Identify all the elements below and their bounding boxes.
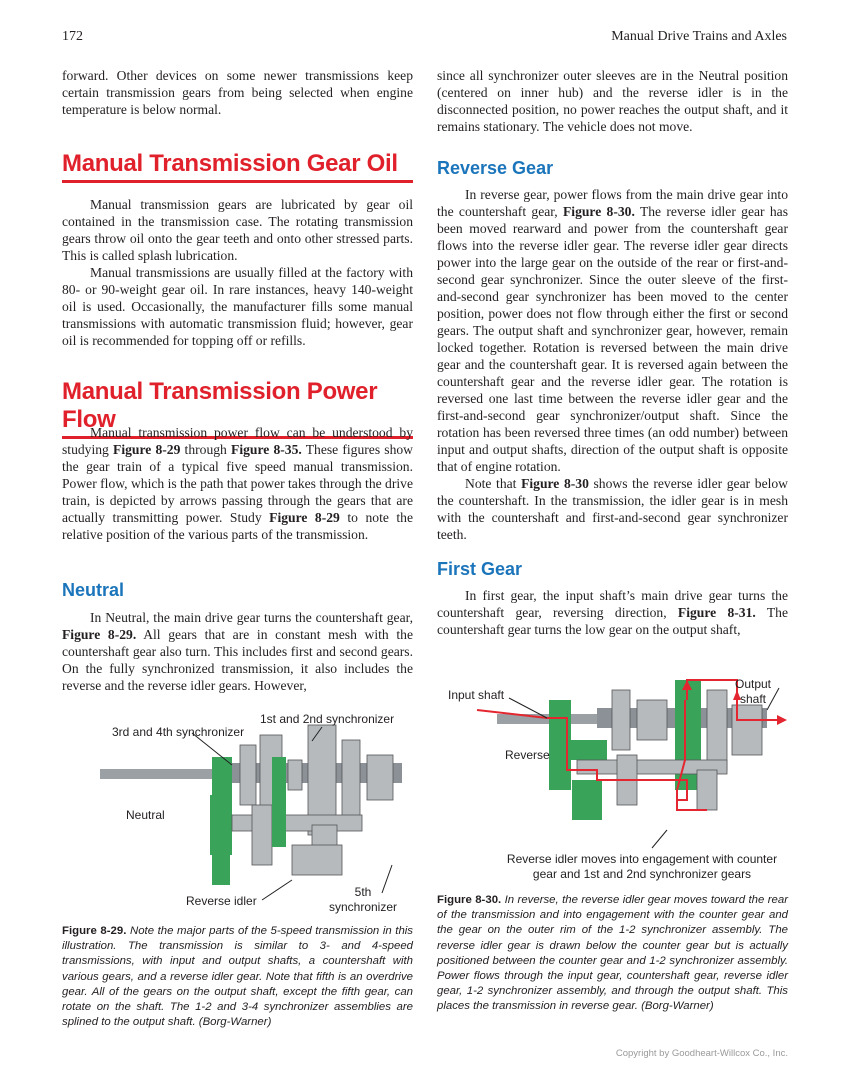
heading-first-gear: First Gear bbox=[437, 559, 523, 579]
figure-8-30-illustration bbox=[437, 660, 788, 885]
figure-ref: Figure 8-35. bbox=[231, 442, 302, 457]
caption-text: In reverse, the reverse idler gear moves toward the rear of the transmission and into engagement with the counter gear and the gear on the outer rim of the 1-2 synchronizer assembly. The reverse idler gear is drawn below the counter gear but is actually positioned between the counter gear and 1-2 synchronizer assembly. Power flows through the input gear, countershaft gear, reverse idler gear, 1-2 synchronizer assembly, and through the output shaft. This places the transmission in reverse gear. (Borg-Warner) bbox=[437, 894, 789, 1013]
label-input-shaft: Input shaft bbox=[448, 688, 505, 702]
figure-ref: Figure 8-29 bbox=[113, 442, 181, 457]
figure-8-29-caption bbox=[62, 924, 413, 1030]
figure-8-29-illustration bbox=[62, 705, 413, 917]
text: These figures show the gear train of a typical five speed manual transmission. Power flow, which is the path that power takes through the drive train, is depicted by arrows passing through the gears that are actually transmitting power. Study bbox=[62, 442, 413, 525]
paragraph: forward. Other devices on some newer transmissions keep certain transmission gears from being selected when engine temperature is below normal. bbox=[62, 68, 413, 117]
text: In Neutral, the main drive gear turns the countershaft gear, bbox=[90, 610, 413, 625]
figure-ref: Figure 8-30 bbox=[521, 476, 589, 491]
heading-neutral: Neutral bbox=[62, 580, 125, 600]
paragraph bbox=[437, 587, 788, 638]
paragraph bbox=[437, 475, 788, 543]
label-1st-2nd-synchronizer: 1st and 2nd synchronizer bbox=[260, 712, 395, 726]
caption-text: Note the major parts of the 5-speed transmission in this illustration. The transmission is similar to 3- and 4-speed transmissions, with input and output shafts, a countershaft with various gears, and a reverse idler gear. Note that fifth is an overdrive gear. All of the gears on the output shaft, except the fifth gear, can rotate on the shaft. The 1-2 and 3-4 synchronizer assemblies are splined to the output shaft. (Borg-Warner) bbox=[62, 925, 414, 1029]
label-neutral: Neutral bbox=[126, 808, 165, 822]
label-reverse-idler: Reverse idler bbox=[186, 894, 257, 908]
label-reverse: Reverse bbox=[505, 748, 550, 762]
label-5th-synchronizer: 5th synchronizer bbox=[328, 885, 398, 914]
figure-ref: Figure 8-29. bbox=[62, 627, 137, 642]
gear-oil-section bbox=[62, 196, 413, 349]
paragraph: Manual transmission gears are lubricated by gear oil contained in the transmission case. The rotating transmission gears throw oil onto the gear teeth and onto other stressed parts. This is called splash lubrication. bbox=[62, 197, 413, 263]
label-output-shaft: Output shaft bbox=[734, 677, 772, 706]
heading-gear-oil: Manual Transmission Gear Oil bbox=[62, 150, 413, 183]
heading-power-flow: Manual Transmission Power Flow bbox=[62, 378, 413, 439]
text: In reverse gear, power flows from the main drive gear into the countershaft gear, bbox=[437, 187, 788, 219]
text: to note the relative position of the various parts of the transmission. bbox=[62, 510, 414, 542]
text: In first gear, the input shaft’s main drive gear turns the countershaft gear, reversing direction, bbox=[437, 588, 788, 620]
heading-reverse-gear: Reverse Gear bbox=[437, 158, 554, 178]
caption-label: Figure 8-29. bbox=[62, 925, 127, 937]
text: Manual transmission power flow can be understood by studying bbox=[62, 425, 413, 457]
reverse-section bbox=[437, 186, 788, 543]
figure-ref: Figure 8-29 bbox=[269, 510, 340, 525]
page-number: 172 bbox=[62, 29, 83, 44]
figure-ref: Figure 8-30. bbox=[562, 204, 635, 219]
text: All gears that are in constant mesh with the countershaft gear also turn. This includes first and second gears. On the fully synchronized transmission, it also includes the reverse and the reverse idler gears. However, bbox=[62, 627, 413, 693]
copyright-notice: Copyright by Goodheart-Willcox Co., Inc. bbox=[615, 1048, 788, 1059]
caption-label: Figure 8-30. bbox=[437, 894, 502, 906]
first-gear-section bbox=[437, 587, 788, 638]
paragraph: since all synchronizer outer sleeves are in the Neutral position (centered on inner hub) and the reverse idler is in the disconnected position, no power reaches the output shaft, and it remains stationary. The vehicle does not move. bbox=[437, 68, 788, 134]
label-3rd-4th-synchronizer: 3rd and 4th synchronizer bbox=[112, 725, 245, 739]
left-intro bbox=[62, 67, 413, 118]
paragraph bbox=[62, 424, 413, 543]
text: Note that bbox=[465, 476, 522, 491]
power-flow-section bbox=[62, 424, 413, 543]
text: The reverse idler gear has been moved rearward and power from the countershaft gear flows into the reverse idler gear. The reverse idler gear directs power into the large gear on the outside of the rear or first-and-second gear synchronizer. Since the outer sleeve of the first-and-second gear synchronizer has been moved to the center position, power does not flow through either the first or second gears. The output shaft and synchronizer gear, however, remain locked together. Rotation is reversed between the main drive gear and the countershaft gear. It is reversed again between the countershaft gear and the reverse idler gear. The rotation is reversed one last time between the reverse idler gear and the first-and-second gear synchronizer/output shaft. Since the rotation has been reversed three times (an odd number) between input and output shafts, direction of the output shaft is opposite that of engine rotation. bbox=[437, 204, 788, 474]
paragraph: Manual transmissions are usually filled at the factory with 80- or 90-weight gear oil. In rare instances, heavy 140-weight oil is used. Occasionally, the manufacturer fills some manual transmissions with automatic transmission fluid; however, gear oil is recommended for topping off or refills. bbox=[62, 265, 413, 348]
running-title: Manual Drive Trains and Axles bbox=[611, 29, 787, 44]
label-reverse-idler-note: Reverse idler moves into engagement with counter gear and 1st and 2nd synchronizer gears bbox=[506, 852, 778, 881]
paragraph bbox=[437, 186, 788, 475]
right-intro bbox=[437, 67, 788, 135]
neutral-section bbox=[62, 609, 413, 694]
figure-ref: Figure 8-31. bbox=[677, 605, 756, 620]
figure-8-30-caption bbox=[437, 893, 788, 1015]
paragraph bbox=[62, 609, 413, 694]
text: shows the reverse idler gear below the countershaft. In the transmission, the idler gear is in mesh with the countershaft and first-and-second gear synchronizer teeth. bbox=[437, 476, 788, 542]
text: through bbox=[180, 442, 232, 457]
text: The countershaft gear turns the low gear on the output shaft, bbox=[437, 605, 788, 637]
